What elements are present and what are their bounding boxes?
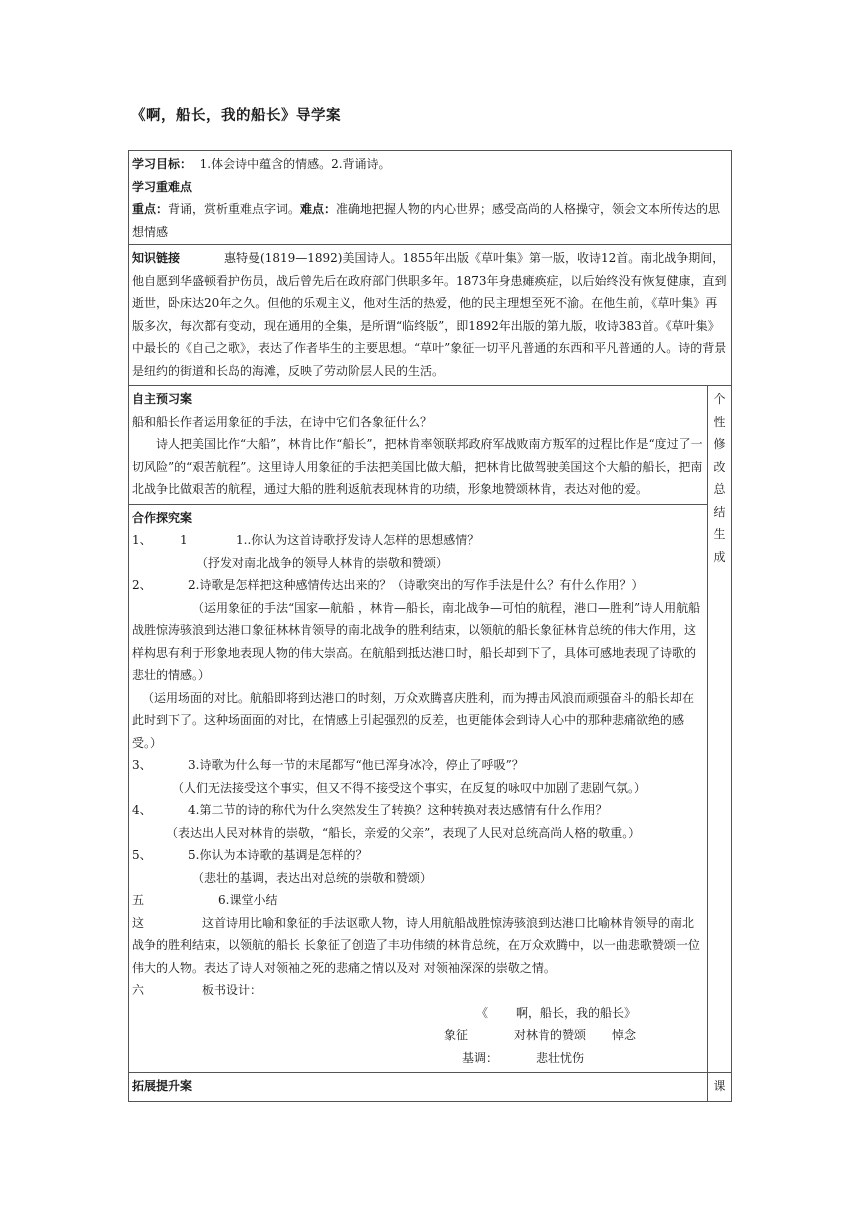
question-text: 2.诗歌是怎样把这种感情传达出来的？（诗歌突出的写作手法是什么？有什么作用？）	[188, 578, 644, 592]
sidebar-char: 个	[713, 392, 726, 406]
answer-text: （人们无法接受这个事实，但又不得不接受这个事实，在反复的咏叹中加剧了悲剧气氛。）	[172, 780, 647, 795]
sidebar-char: 修	[713, 437, 726, 451]
preview-heading: 自主预习案	[132, 392, 193, 406]
knowledge-label: 知识链接	[132, 251, 181, 265]
board-line-symbol	[132, 1024, 704, 1047]
objectives-label: 学习目标：	[132, 157, 193, 171]
difficulty-text: 准确地把握人物的内心世界；感受高尚的人格操守，领会文本所传达的思想情感	[132, 202, 721, 239]
knowledge-text: 惠特曼(1819—1892)美国诗人。1855年出版《草叶集》第一版，收诗12首。南北战争期间，他自愿到华盛顿看护伤员，战后曾先后在政府部门供职多年。1873年身患瘫痪症，以后始终没有恢复健康，直到逝世，卧床达20年之久。但他的乐观主义，他对生活的热爱，他的民主理想至死不渝。在他生前，《草叶集》再版多次，每次都有变动，现在通用的全集，是所谓“临终版”，即1892年出版的第九版，收诗383首。《草叶集》中最长的《自己之歌》，表达了作者毕生的主要思想。“草叶”象征一切平凡普通的东西和平凡普通的人。诗的背景是纽约的街道和长岛的海滩，反映了劳动阶层人民的生活。	[132, 251, 727, 378]
board-title-quote: 《	[476, 1005, 489, 1020]
page-title: 《啊，船长，我的船长》导学案	[131, 108, 341, 124]
extension-heading: 拓展提升案	[129, 1073, 708, 1101]
sidebar-note	[708, 386, 731, 1072]
sidebar-char: 生	[713, 527, 726, 541]
board-title: 板书设计：	[202, 983, 263, 997]
sidebar-char: 成	[713, 549, 726, 564]
board-line-title	[132, 1002, 704, 1025]
answer-text: （运用象征的手法“国家—航船 ，林肯—船长，南北战争—可怕的航程，港口—胜利”诗人用航船战胜惊涛骇浪到达港口象征林林肯领导的南北战争的胜利结束，以领航的船长象征林肯总统的伟大作用，这样构思有利于形象地表现人物的伟大崇高。在航船到抵达港口时，船长却到下了，具体可感地表现了诗歌的悲壮的情感。）	[132, 600, 701, 682]
answer-text: （抒发对南北战争的领导人林肯的崇敬和赞颂）	[196, 555, 449, 570]
answer-text: （悲壮的基调，表达出对总统的崇敬和赞颂）	[192, 870, 433, 885]
preview-answer: 诗人把美国比作“大船”，林肯比作“船长”，把林肯率领联邦政府军战败南方叛军的过程比作是“度过了一切风险”的“艰苦航程”。这里诗人用象征的手法把美国比做大船，把林肯比做驾驶美国这个大船的船长，把南北战争比做艰苦的航程，通过大船的胜利返航表现林肯的功绩，形象地赞颂林肯，表达对他的爱。	[132, 437, 703, 496]
question-text: 1..你认为这首诗歌抒发诗人怎样的思想感情？	[236, 533, 480, 547]
question-text: 4.第二节的诗的称代为什么突然发生了转换？这种转换对表达感情有什么作用？	[188, 803, 608, 817]
question-sub-number: 1	[180, 533, 188, 547]
question-number: 4、	[132, 803, 152, 817]
question-number: 1、	[132, 533, 152, 547]
answer-text: （运用场面的对比。航船即将到达港口的时刻，万众欢腾喜庆胜利，而为搏击风浪而顽强奋斗的船长却在此时到下了。这种场面面的对比，在情感上引起强烈的反差，也更能体会到诗人心中的那种悲痛欲绝的感受。）	[132, 690, 695, 750]
question-text: 3.诗歌为什么每一节的末尾都写“他已浑身冰冷，停止了呼吸”？	[188, 758, 524, 772]
study-guide-table	[128, 150, 732, 1102]
question-number: 2、	[132, 578, 152, 592]
board-line-tone	[132, 1047, 704, 1070]
answer-text: （表达出人民对林肯的崇敬，“船长，亲爱的父亲”，表现了人民对总统高尚人格的敬重。）	[166, 825, 641, 840]
extension-row	[129, 1072, 731, 1101]
sidebar-char: 总	[713, 482, 726, 496]
key-point-label: 重点：	[132, 202, 169, 216]
board-symbol-label: 象征	[444, 1028, 469, 1042]
board-title-text: 啊，船长，我的船长》	[516, 1005, 637, 1020]
board-mourn-text: 悼念	[612, 1028, 637, 1042]
question-number: 5、	[132, 848, 152, 862]
summary-lead: 这	[132, 915, 145, 930]
sidebar-char: 性	[713, 414, 726, 429]
preview-question: 船和船长作者运用象征的手法，在诗中它们各象征什么？	[132, 414, 433, 429]
sidebar-char: 改	[713, 459, 726, 474]
summary-number: 五	[132, 893, 145, 907]
inquiry-section	[129, 504, 707, 1073]
board-tone-label: 基调：	[462, 1050, 499, 1065]
objectives-text: 1.体会诗中蕴含的情感。2.背诵诗。	[199, 157, 391, 171]
preview-inquiry-block	[129, 385, 731, 1072]
board-number: 六	[132, 983, 145, 997]
question-text: 5.你认为本诗歌的基调是怎样的？	[188, 848, 368, 862]
summary-title: 6.课堂小结	[218, 893, 278, 907]
key-points-heading: 学习重难点	[132, 179, 193, 194]
board-symbol-text: 对林肯的赞颂	[514, 1028, 587, 1042]
extension-side: 课	[713, 1079, 726, 1093]
difficulty-label: 难点：	[300, 202, 337, 216]
summary-text: 这首诗用比喻和象征的手法讴歌人物，诗人用航船战胜惊涛骇浪到达港口比喻林肯领导的南北战争的胜利结束，以领航的船长 长象征了创造了丰功伟绩的林肯总统，在万众欢腾中，以一曲悲歌赞颂一位伟大的人物。表达了诗人对领袖之死的悲痛之情以及对 对领袖深深的崇敬之情。	[132, 915, 700, 975]
objectives-row	[129, 151, 731, 244]
board-tone-text: 悲壮忧伤	[536, 1050, 585, 1065]
main-column	[129, 386, 708, 1072]
sidebar-char: 结	[713, 504, 726, 519]
knowledge-row	[129, 244, 731, 385]
key-point-text: 背诵，赏析重难点字词。	[168, 202, 301, 216]
inquiry-heading: 合作探究案	[132, 510, 193, 525]
question-number: 3、	[132, 758, 152, 772]
